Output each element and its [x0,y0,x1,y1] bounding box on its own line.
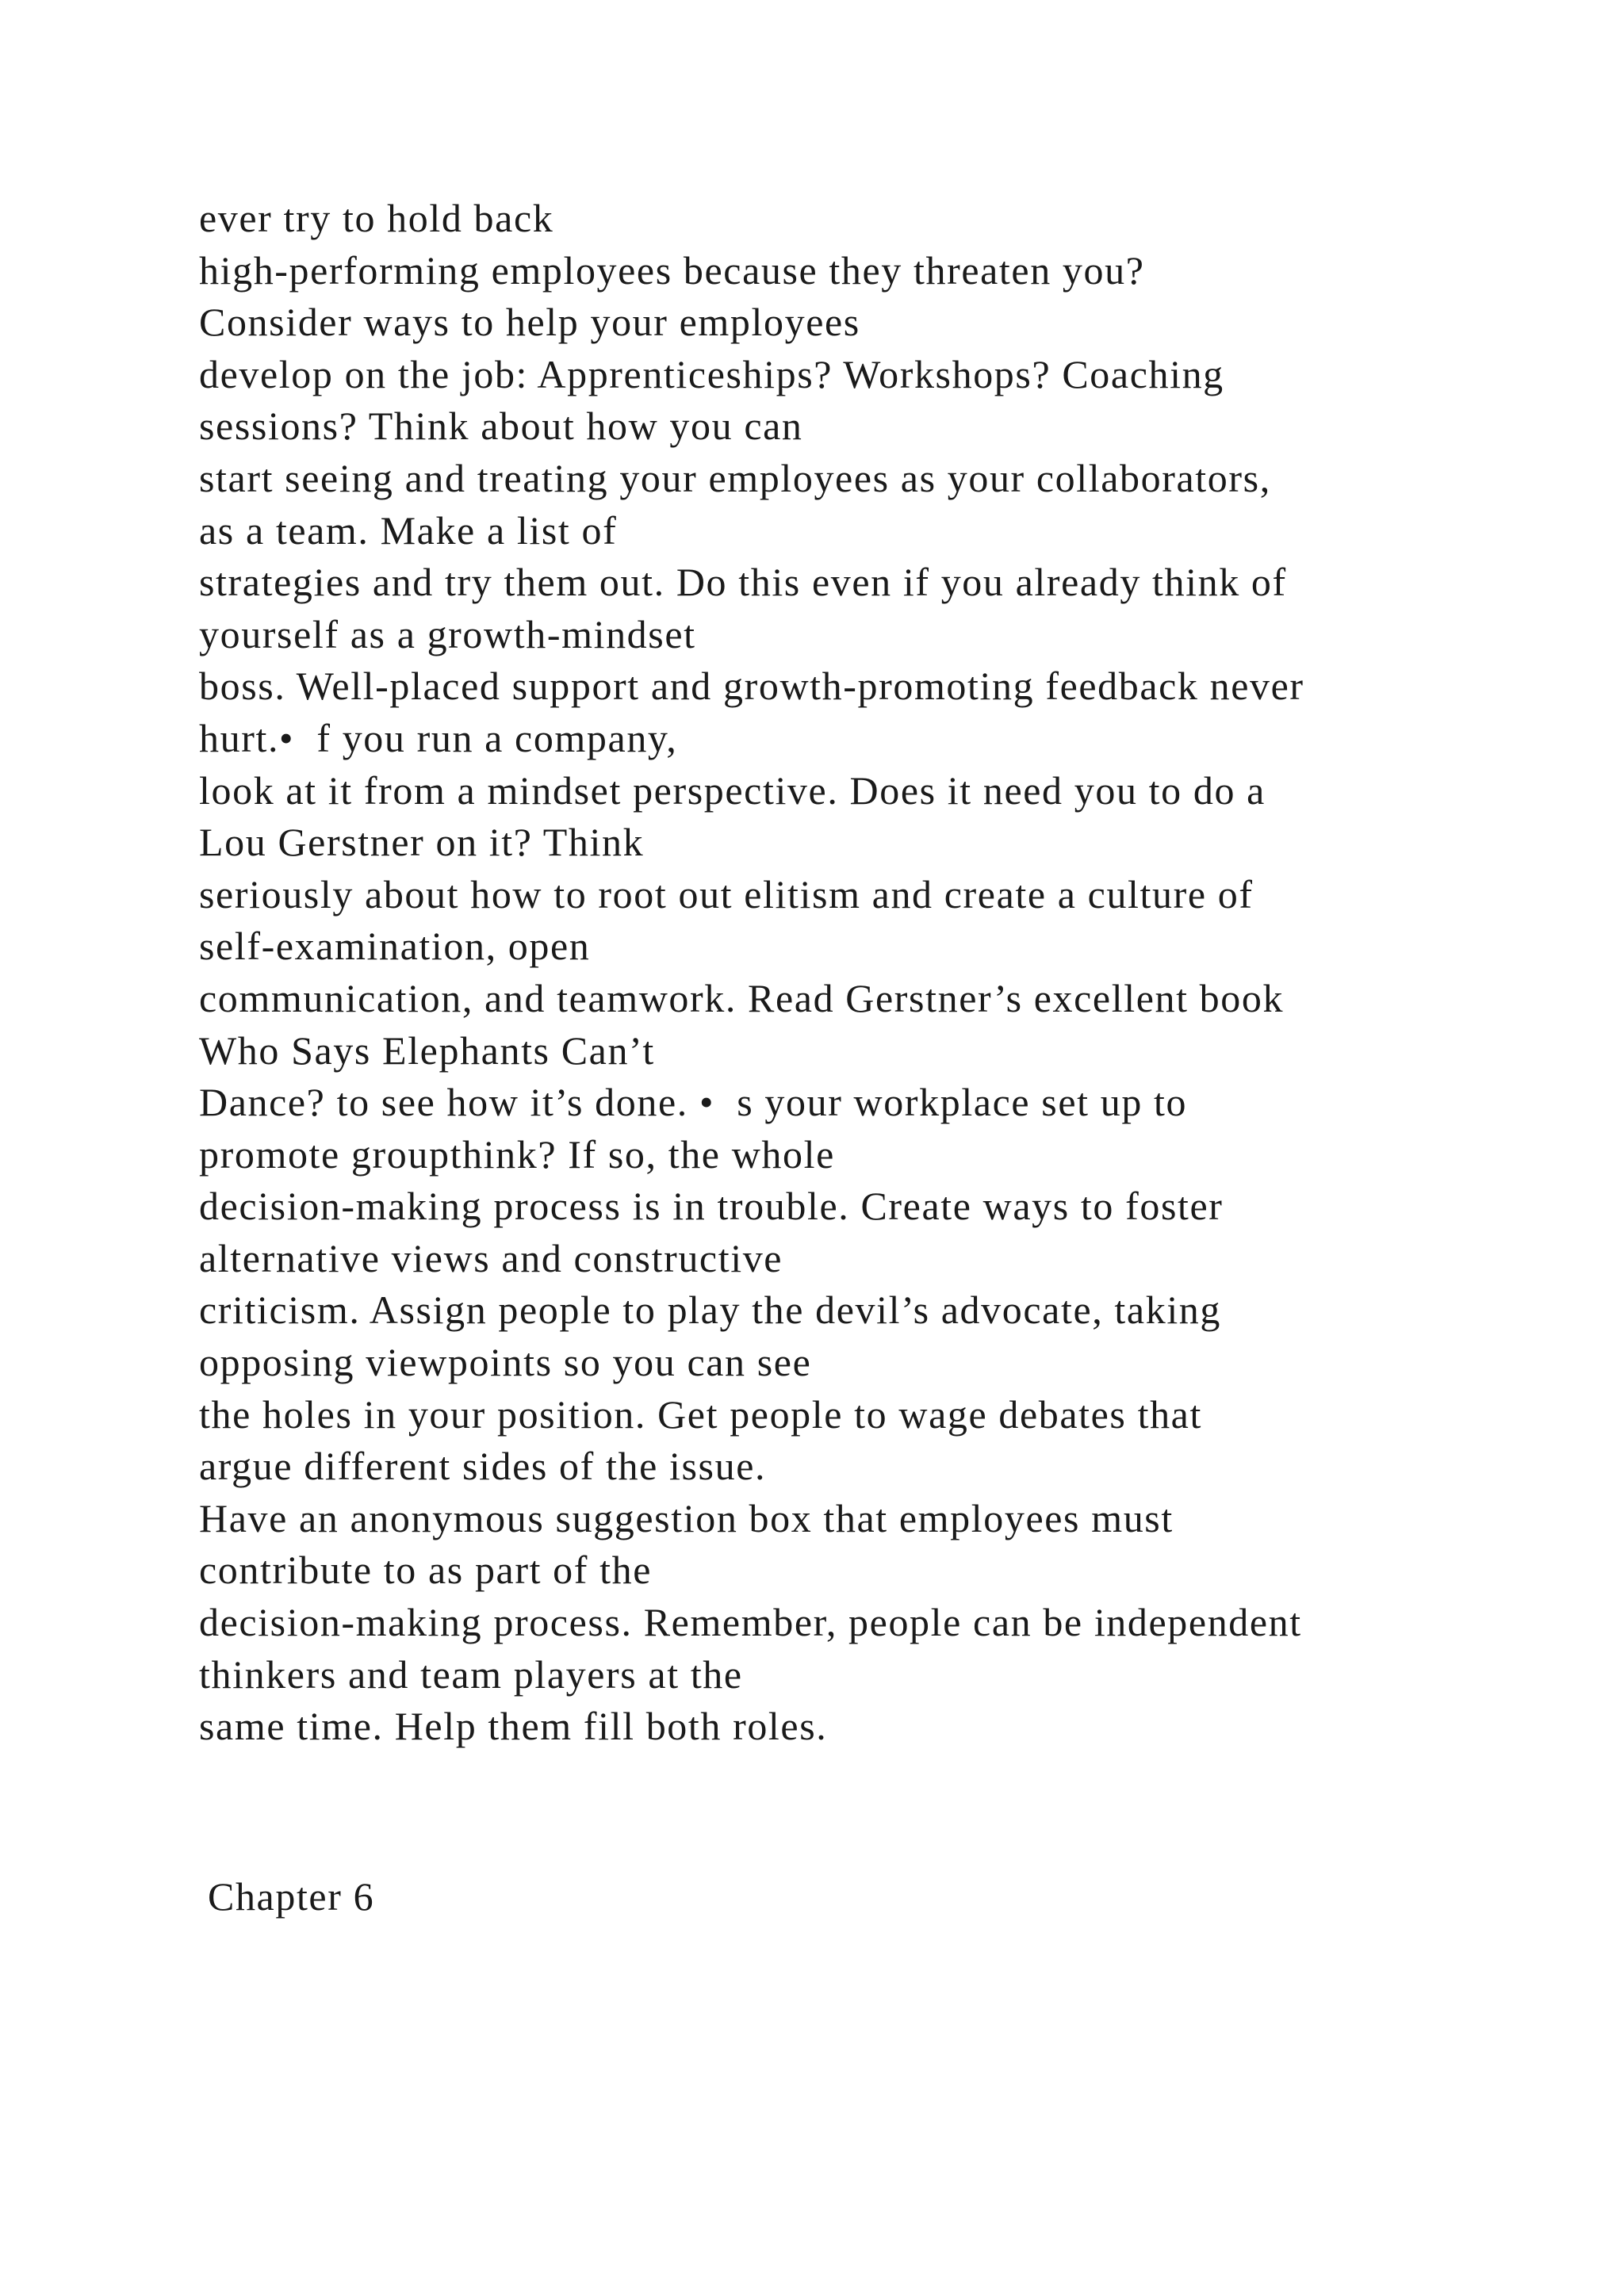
text-line: as a team. Make a list of [199,507,618,553]
text-line: start seeing and treating your employees as your collaborators, [199,455,1271,500]
text-line: alternative views and constructive [199,1235,783,1280]
text-line: decision-making process. Remember, people can be independent [199,1600,1302,1645]
text-line: criticism. Assign people to play the devil’s advocate, taking [199,1288,1222,1333]
text-line: sessions? Think about how you can [199,404,803,449]
text-line: opposing viewpoints so you can see [199,1340,812,1385]
text-line: boss. Well-placed support and growth-promoting feedback never [199,664,1304,709]
text-line: strategies and try them out. Do this even if you already think of [199,560,1287,605]
body-text [199,193,1595,1753]
text-line: promote groupthink? If so, the whole [199,1131,835,1177]
text-line: contribute to as part of the [199,1548,653,1593]
chapter-heading: Chapter 6 [208,1874,375,1919]
text-line: argue different sides of the issue. [199,1444,767,1489]
text-line: Have an anonymous suggestion box that employees must [199,1495,1174,1540]
text-line: develop on the job: Apprenticeships? Workshops? Coaching [199,351,1224,396]
text-line: yourself as a growth-mindset [199,611,696,656]
text-line: Consider ways to help your employees [199,300,860,345]
text-line: communication, and teamwork. Read Gerstner’s excellent book [199,975,1285,1020]
text-line: thinkers and team players at the [199,1651,743,1697]
text-line: hurt.• f you run a company, [199,715,678,760]
text-line: look at it from a mindset perspective. Does it need you to do a [199,767,1266,813]
text-line: self-examination, open [199,924,591,969]
text-line: Lou Gerstner on it? Think [199,820,645,865]
text-line: ever try to hold back [199,196,554,240]
text-line: seriously about how to root out elitism and create a culture of [199,871,1254,916]
text-line: decision-making process is in trouble. Create ways to foster [199,1184,1224,1229]
text-line: high-performing employees because they threaten you? [199,247,1145,293]
text-line: same time. Help them fill both roles. [199,1704,828,1749]
text-line: Dance? to see how it’s done. • s your workplace set up to [199,1080,1188,1125]
text-line: the holes in your position. Get people to wage debates that [199,1391,1202,1437]
text-line: Who Says Elephants Can’t [199,1027,655,1073]
